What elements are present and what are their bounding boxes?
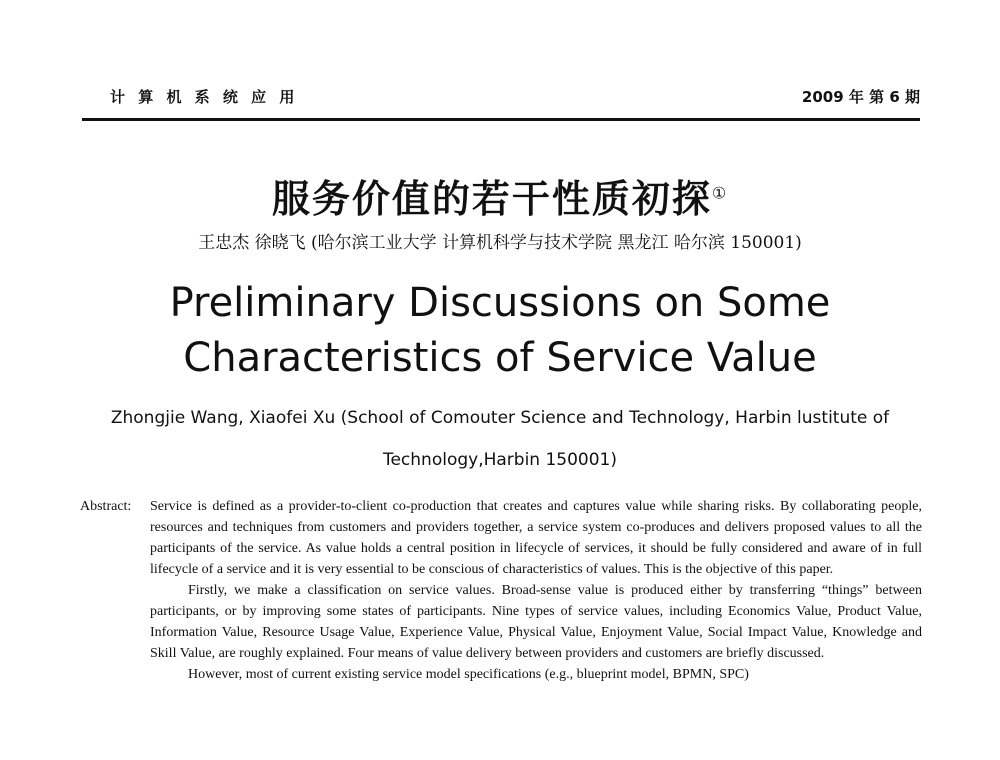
english-authors-line-2: Technology,Harbin 150001)	[382, 450, 618, 470]
english-title-line-1: Preliminary Discussions on Some	[169, 280, 831, 326]
english-title	[0, 276, 1000, 386]
english-authors-line-1: Zhongjie Wang, Xiaofei Xu (School of Comouter Science and Technology, Harbin lustitute of	[110, 408, 890, 428]
english-authors	[0, 397, 1000, 481]
issue-number: 2009 年 第 6 期	[801, 88, 920, 106]
journal-name: 计 算 机 系 统 应 用	[110, 88, 299, 106]
abstract	[80, 496, 922, 685]
header-rule	[82, 118, 920, 121]
chinese-title-text: 服务价值的若干性质初探	[271, 177, 712, 221]
abstract-label: Abstract:	[80, 499, 132, 514]
abstract-body	[150, 496, 922, 685]
abstract-paragraph: However, most of current existing service model specifications (e.g., blueprint model, BPMN, SPC)	[188, 667, 749, 682]
abstract-paragraph: Firstly, we make a classification on service values. Broad-sense value is produced either by transferring “things” between participants, or by improving some states of participants. Nine types of service values, including Economics Value, Product Value, Information Value, Resource Usage Value, Experience Value, Physical Value, Enjoyment Value, Social Impact Value, Knowledge and Skill Value, are roughly explained. Four means of value delivery between providers and customers are briefly discussed.	[150, 583, 922, 661]
english-title-line-2: Characteristics of Service Value	[183, 335, 817, 381]
chinese-authors: 王忠杰 徐晓飞 (哈尔滨工业大学 计算机科学与技术学院 黑龙江 哈尔滨 150001)	[198, 233, 802, 253]
footnote-mark: ①	[711, 183, 729, 203]
chinese-title	[0, 168, 1000, 223]
abstract-paragraph: Service is defined as a provider-to-client co-production that creates and captures value while sharing risks. By collaborating people, resources and techniques from customers and providers together, a service system co-produces and delivers proposed values to all the participants of the service. As value holds a central position in lifecycle of services, it should be fully considered and aware of in full lifecycle of a service and it is very essential to be conscious of characteristics of values. This is the objective of this paper.	[150, 499, 922, 577]
page-header	[110, 82, 920, 114]
